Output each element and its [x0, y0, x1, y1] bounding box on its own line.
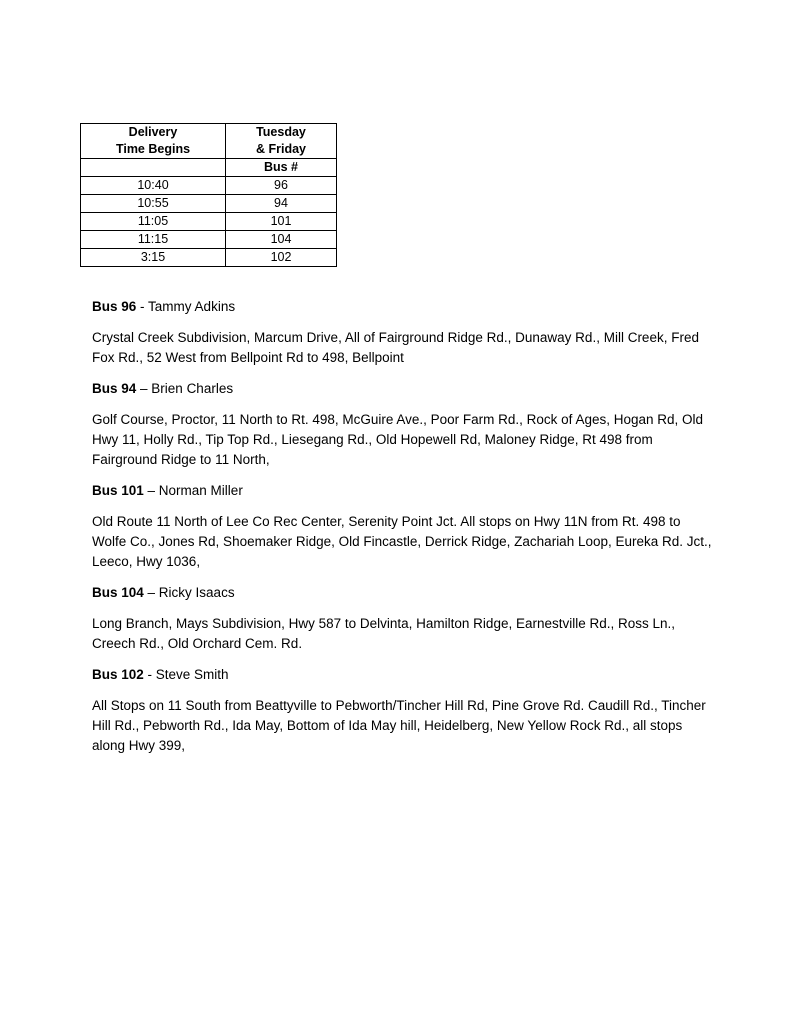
separator: - [143, 667, 156, 682]
header-bus-number: Bus # [226, 159, 337, 177]
bus-cell: 101 [226, 213, 337, 231]
table-row [81, 213, 337, 231]
time-cell: 10:55 [81, 195, 226, 213]
header-tuesday [226, 124, 337, 142]
header-tuesday-line2: & Friday [255, 142, 306, 156]
driver-name: Steve Smith [155, 667, 229, 682]
table-header-row [81, 159, 337, 177]
route-heading [92, 297, 712, 317]
header-empty-cell [81, 159, 226, 177]
time-cell: 10:40 [81, 177, 226, 195]
route-stops: Long Branch, Mays Subdivision, Hwy 587 to Delvinta, Hamilton Ridge, Earnestville Rd., Ross Ln., Creech Rd., Old Orchard Cem. Rd. [92, 616, 676, 651]
bus-cell: 104 [226, 231, 337, 249]
header-time-begins [81, 141, 226, 159]
driver-name: Brien Charles [151, 381, 234, 396]
bus-cell: 96 [226, 177, 337, 195]
header-friday [226, 141, 337, 159]
bus-label: Bus 96 [92, 299, 137, 314]
route-stops: Old Route 11 North of Lee Co Rec Center, Serenity Point Jct. All stops on Hwy 11N from Rt. 498 to Wolfe Co., Jones Rd, Shoemaker Ridge, Old Fincastle, Derrick Ridge, Zachariah Loop, Eureka Rd. Jct., Leeco, Hwy 1036, [92, 514, 712, 569]
separator: – [143, 585, 159, 600]
bus-routes [92, 297, 712, 767]
separator: – [143, 483, 159, 498]
header-delivery [81, 124, 226, 142]
driver-name: Tammy Adkins [148, 299, 236, 314]
table-row [81, 177, 337, 195]
header-tuesday-line1: Tuesday [256, 125, 306, 139]
route-stops: Golf Course, Proctor, 11 North to Rt. 498, McGuire Ave., Poor Farm Rd., Rock of Ages, Hogan Rd, Old Hwy 11, Holly Rd., Tip Top Rd., Liesegang Rd., Old Hopewell Rd, Maloney Ridge, Rt 498 from Fairground Ridge to 11 North, [92, 412, 704, 467]
header-delivery-line2: Time Begins [115, 142, 191, 156]
route-stops: Crystal Creek Subdivision, Marcum Drive, All of Fairground Ridge Rd., Dunaway Rd., Mill Creek, Fred Fox Rd., 52 West from Bellpoint Rd to 498, Bellpoint [92, 330, 699, 365]
route-heading [92, 665, 712, 685]
route-heading [92, 379, 712, 399]
time-cell: 3:15 [81, 249, 226, 267]
time-cell: 11:15 [81, 231, 226, 249]
route-stops: All Stops on 11 South from Beattyville to Pebworth/Tincher Hill Rd, Pine Grove Rd. Caudill Rd., Tincher Hill Rd., Pebworth Rd., Ida May, Bottom of Ida May hill, Heidelberg, New Yellow Rock Rd., all stops along Hwy 399, [92, 698, 706, 753]
route-heading [92, 481, 712, 501]
bus-cell: 94 [226, 195, 337, 213]
bus-label: Bus 94 [92, 381, 137, 396]
bus-label: Bus 102 [92, 667, 144, 682]
table-row [81, 249, 337, 267]
route-heading [92, 583, 712, 603]
driver-name: Ricky Isaacs [158, 585, 235, 600]
time-cell: 11:05 [81, 213, 226, 231]
separator: – [136, 381, 152, 396]
table-row [81, 231, 337, 249]
delivery-schedule-table [80, 123, 337, 267]
table-header-row [81, 141, 337, 159]
table-row [81, 195, 337, 213]
driver-name: Norman Miller [158, 483, 243, 498]
table-header-row [81, 124, 337, 142]
bus-label: Bus 101 [92, 483, 144, 498]
bus-label: Bus 104 [92, 585, 144, 600]
header-delivery-line1: Delivery [128, 125, 178, 139]
bus-cell: 102 [226, 249, 337, 267]
separator: - [136, 299, 149, 314]
